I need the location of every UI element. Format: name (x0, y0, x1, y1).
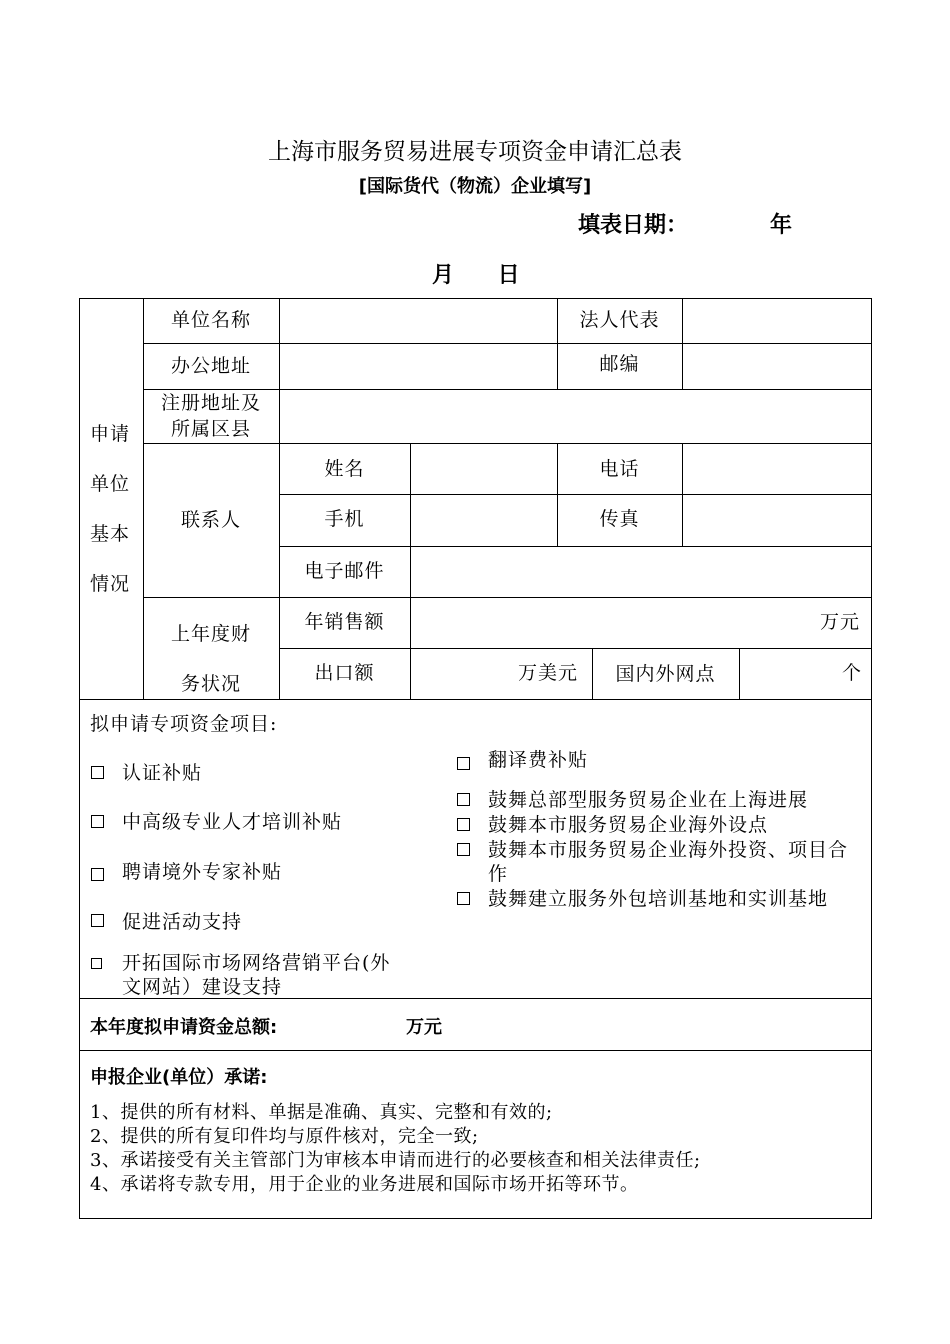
fax-field[interactable] (683, 495, 871, 546)
checkbox-outsourcing-base[interactable] (457, 892, 470, 905)
option-promotion: 促进活动支持 (122, 911, 243, 933)
option-translation: 翻译费补贴 (488, 749, 589, 771)
annual-sales-label: 年销售额 (304, 611, 385, 633)
pledge-heading: 申报企业(单位）承诺: (90, 1067, 268, 1088)
checkbox-marketing-platform[interactable] (91, 958, 102, 969)
page-subtitle: [国际货代（物流）企业填写] (358, 176, 592, 197)
outlets-label: 国内外网点 (615, 663, 716, 685)
rule (79, 1050, 872, 1051)
outlets-unit: 个 (842, 662, 863, 684)
option-foreign-experts: 聘请境外专家补贴 (122, 861, 283, 883)
export-amount-unit: 万美元 (518, 662, 579, 684)
checkbox-translation[interactable] (457, 757, 470, 770)
projects-heading: 拟申请专项资金项目: (90, 713, 278, 735)
unit-name-label: 单位名称 (170, 309, 251, 331)
checkbox-talent-training[interactable] (91, 815, 104, 828)
option-overseas-office: 鼓舞本市服务贸易企业海外设点 (488, 814, 769, 836)
checkbox-promotion[interactable] (91, 914, 104, 927)
contact-label: 联系人 (180, 509, 241, 531)
pledge-item-2: 2、提供的所有复印件均与原件核对，完全一致; (90, 1126, 479, 1147)
fill-date-label: 填表日期： (578, 213, 689, 238)
total-amount-label: 本年度拟申请资金总额: (90, 1017, 278, 1038)
email-field[interactable] (411, 547, 871, 597)
option-overseas-investment-line1: 鼓舞本市服务贸易企业海外投资、项目合 (488, 839, 849, 861)
mobile-field[interactable] (411, 495, 557, 546)
legal-rep-field[interactable] (683, 299, 871, 343)
option-headquarters: 鼓舞总部型服务贸易企业在上海进展 (488, 789, 809, 811)
checkbox-overseas-office[interactable] (457, 818, 470, 831)
annual-sales-unit: 万元 (820, 611, 861, 633)
option-certification: 认证补贴 (122, 762, 203, 784)
border-right (871, 298, 872, 1219)
option-talent-training: 中高级专业人才培训补贴 (122, 811, 343, 833)
postcode-label: 邮编 (599, 353, 640, 375)
mobile-label: 手机 (324, 508, 365, 530)
phone-field[interactable] (683, 444, 871, 494)
page-title: 上海市服务贸易进展专项资金申请汇总表 (268, 139, 682, 165)
checkbox-overseas-investment[interactable] (457, 843, 470, 856)
office-address-label: 办公地址 (170, 355, 251, 377)
total-amount-field[interactable] (330, 1006, 400, 1040)
export-amount-label: 出口额 (314, 662, 375, 684)
total-amount-unit: 万元 (406, 1017, 442, 1038)
legal-rep-label: 法人代表 (579, 309, 660, 331)
postcode-field[interactable] (683, 344, 871, 389)
checkbox-certification[interactable] (91, 766, 104, 779)
contact-name-label: 姓名 (324, 458, 365, 480)
fill-date-year: 年 (770, 213, 793, 238)
checkbox-foreign-experts[interactable] (91, 868, 104, 881)
unit-name-field[interactable] (280, 299, 556, 343)
office-address-field[interactable] (280, 344, 556, 389)
fill-date-month-day: 月 日 (432, 263, 520, 288)
option-marketing-platform-line2: 文网站）建设支持 (122, 976, 283, 998)
finance-status-label: 上年度财 务状况 (170, 623, 251, 695)
section-label-basic-info: 申请 单位 基本 情况 (90, 423, 131, 595)
annual-sales-field[interactable] (411, 598, 871, 648)
registered-address-field[interactable] (280, 390, 871, 443)
option-overseas-investment-line2: 作 (488, 863, 509, 885)
pledge-item-1: 1、提供的所有材料、单据是准确、真实、完整和有效的; (90, 1102, 553, 1123)
border-left (79, 298, 80, 1219)
pledge-item-3: 3、承诺接受有关主管部门为审核本申请而进行的必要核查和相关法律责任; (90, 1150, 701, 1171)
registered-address-label: 注册地址及 所属区县 (160, 392, 261, 440)
contact-name-field[interactable] (411, 444, 557, 494)
email-label: 电子邮件 (304, 560, 385, 582)
option-outsourcing-base: 鼓舞建立服务外包培训基地和实训基地 (488, 888, 829, 910)
border-bottom (79, 1218, 872, 1219)
option-marketing-platform-line1: 开拓国际市场网络营销平台(外 (122, 952, 391, 974)
pledge-item-4: 4、承诺将专款专用，用于企业的业务进展和国际市场开拓等环节。 (90, 1174, 639, 1195)
phone-label: 电话 (599, 458, 640, 480)
checkbox-headquarters[interactable] (457, 793, 470, 806)
fax-label: 传真 (599, 508, 640, 530)
